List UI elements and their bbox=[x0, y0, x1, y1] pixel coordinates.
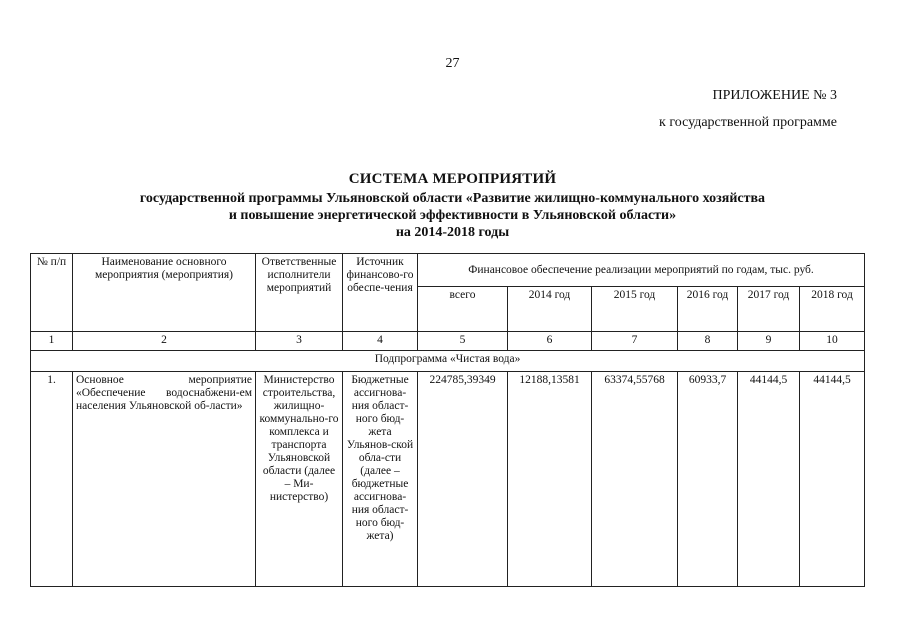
column-number: 10 bbox=[800, 332, 865, 351]
row-2017: 44144,5 bbox=[738, 372, 800, 587]
column-number-row bbox=[31, 332, 865, 351]
column-number: 8 bbox=[678, 332, 738, 351]
column-number: 3 bbox=[256, 332, 343, 351]
header-2016: 2016 год bbox=[678, 287, 738, 332]
header-total: всего bbox=[418, 287, 508, 332]
column-number: 1 bbox=[31, 332, 73, 351]
header-name: Наименование основного мероприятия (мероприятия) bbox=[73, 254, 256, 332]
header-num: № п/п bbox=[31, 254, 73, 332]
row-2014: 12188,13581 bbox=[508, 372, 592, 587]
page-number: 27 bbox=[445, 56, 460, 71]
row-source: Бюджетные ассигнова-ния област-ного бюд-жета Ульянов-ской обла-сти (далее – бюджетные ассигнова-ния област-ного бюд-жета) bbox=[343, 372, 418, 587]
header-2018: 2018 год bbox=[800, 287, 865, 332]
header-2015: 2015 год bbox=[592, 287, 678, 332]
events-table bbox=[30, 253, 865, 587]
subprogram-title: Подпрограмма «Чистая вода» bbox=[31, 351, 865, 372]
title-line-3: на 2014-2018 годы bbox=[395, 225, 510, 240]
title-main: СИСТЕМА МЕРОПРИЯТИЙ bbox=[348, 171, 557, 187]
subprogram-row bbox=[31, 351, 865, 372]
row-number: 1. bbox=[31, 372, 73, 587]
title-line-2: и повышение энергетической эффективности в Ульяновской области» bbox=[228, 208, 677, 223]
document-title bbox=[0, 171, 905, 241]
column-number: 5 bbox=[418, 332, 508, 351]
row-event-name: Основное мероприятие «Обеспечение водоснабжени-ем населения Ульяновской об-ласти» bbox=[73, 372, 256, 587]
column-number: 4 bbox=[343, 332, 418, 351]
table-row bbox=[31, 372, 865, 587]
header-2014: 2014 год bbox=[508, 287, 592, 332]
appendix-subtitle: к государственной программе bbox=[659, 115, 837, 130]
column-number: 7 bbox=[592, 332, 678, 351]
column-number: 6 bbox=[508, 332, 592, 351]
header-financing: Финансовое обеспечение реализации мероприятий по годам, тыс. руб. bbox=[418, 254, 865, 287]
column-number: 9 bbox=[738, 332, 800, 351]
row-total: 224785,39349 bbox=[418, 372, 508, 587]
row-2016: 60933,7 bbox=[678, 372, 738, 587]
row-2018: 44144,5 bbox=[800, 372, 865, 587]
column-number: 2 bbox=[73, 332, 256, 351]
header-executors: Ответственные исполнители мероприятий bbox=[256, 254, 343, 332]
row-executor: Министерство строительства, жилищно-коммунально-го комплекса и транспорта Ульяновской области (далее – Ми-нистерство) bbox=[256, 372, 343, 587]
header-row-1 bbox=[31, 254, 865, 287]
header-source: Источник финансово-го обеспе-чения bbox=[343, 254, 418, 332]
appendix-label: ПРИЛОЖЕНИЕ № 3 bbox=[712, 88, 837, 103]
header-2017: 2017 год bbox=[738, 287, 800, 332]
title-line-1: государственной программы Ульяновской области «Развитие жилищно-коммунального хозяйства bbox=[139, 191, 766, 206]
row-2015: 63374,55768 bbox=[592, 372, 678, 587]
